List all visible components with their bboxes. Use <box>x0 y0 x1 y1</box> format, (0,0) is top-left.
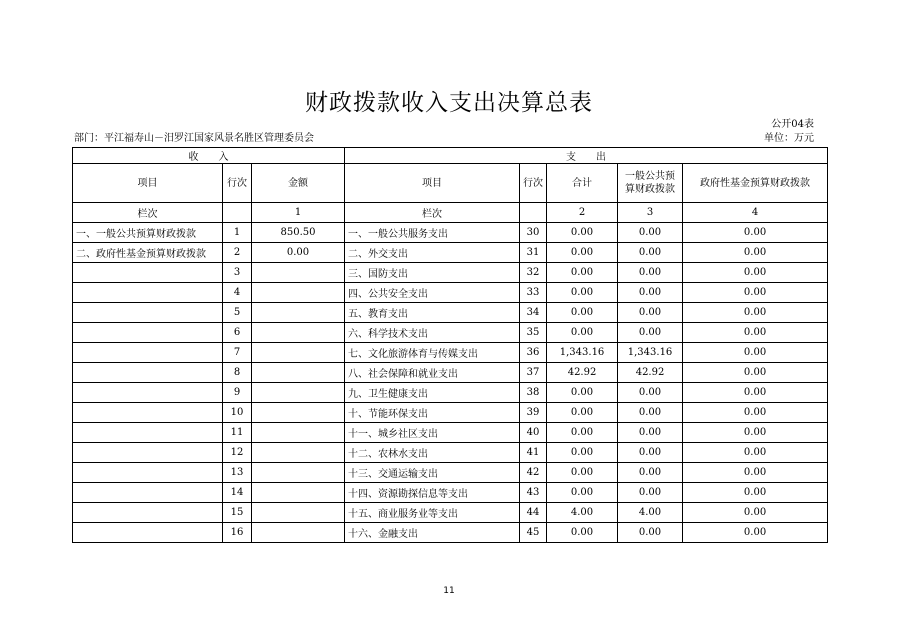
expense-line-no-cell: 44 <box>520 503 547 523</box>
expense-general-budget-cell: 0.00 <box>618 283 683 303</box>
expense-line-no-cell: 30 <box>520 223 547 243</box>
income-amount-cell <box>252 443 345 463</box>
expense-total-cell: 0.00 <box>547 423 618 443</box>
income-amount-cell: 0.00 <box>252 243 345 263</box>
col-header: 项目 <box>345 164 520 203</box>
expense-gov-fund-cell: 0.00 <box>683 403 828 423</box>
expense-general-budget-cell: 0.00 <box>618 223 683 243</box>
expense-item-cell: 九、卫生健康支出 <box>345 383 520 403</box>
expense-item-cell: 十五、商业服务业等支出 <box>345 503 520 523</box>
income-item-cell <box>73 283 223 303</box>
income-item-cell <box>73 423 223 443</box>
income-item-cell <box>73 483 223 503</box>
expense-total-cell: 0.00 <box>547 443 618 463</box>
table-row <box>73 463 828 483</box>
expense-item-cell: 八、社会保障和就业支出 <box>345 363 520 383</box>
expense-general-budget-cell: 0.00 <box>618 303 683 323</box>
income-amount-cell <box>252 423 345 443</box>
expense-total-cell: 0.00 <box>547 383 618 403</box>
unit-label: 单位：万元 <box>764 133 814 144</box>
col-header: 政府性基金预算财政拨款 <box>683 164 828 203</box>
income-line-no-cell: 8 <box>223 363 252 383</box>
expense-line-no-cell: 36 <box>520 343 547 363</box>
income-item-cell <box>73 343 223 363</box>
expense-gov-fund-cell: 0.00 <box>683 483 828 503</box>
expense-total-cell: 0.00 <box>547 283 618 303</box>
expense-line-no-cell: 37 <box>520 363 547 383</box>
expense-total-cell: 1,343.16 <box>547 343 618 363</box>
col-header: 合计 <box>547 164 618 203</box>
col-index <box>520 203 547 223</box>
expense-total-cell: 42.92 <box>547 363 618 383</box>
table-row <box>73 523 828 543</box>
income-amount-cell <box>252 263 345 283</box>
income-item-cell <box>73 303 223 323</box>
income-item-cell <box>73 523 223 543</box>
expense-total-cell: 0.00 <box>547 263 618 283</box>
expense-total-cell: 0.00 <box>547 463 618 483</box>
form-number: 公开04表 <box>771 119 814 130</box>
expense-line-no-cell: 39 <box>520 403 547 423</box>
income-item-cell: 一、一般公共预算财政拨款 <box>73 223 223 243</box>
expense-general-budget-cell: 0.00 <box>618 523 683 543</box>
page-title: 财政拨款收入支出决算总表 <box>305 90 593 116</box>
income-item-cell <box>73 363 223 383</box>
expense-gov-fund-cell: 0.00 <box>683 343 828 363</box>
table-row <box>73 343 828 363</box>
income-item-cell <box>73 443 223 463</box>
expense-total-cell: 0.00 <box>547 403 618 423</box>
expense-item-cell: 七、文化旅游体育与传媒支出 <box>345 343 520 363</box>
income-item-cell <box>73 463 223 483</box>
income-amount-cell <box>252 523 345 543</box>
expense-total-cell: 0.00 <box>547 323 618 343</box>
income-amount-cell: 850.50 <box>252 223 345 243</box>
expense-line-no-cell: 42 <box>520 463 547 483</box>
income-item-cell <box>73 503 223 523</box>
table-row <box>73 363 828 383</box>
income-amount-cell <box>252 403 345 423</box>
expense-total-cell: 0.00 <box>547 243 618 263</box>
income-line-no-cell: 15 <box>223 503 252 523</box>
income-line-no-cell: 14 <box>223 483 252 503</box>
table-row <box>73 303 828 323</box>
income-line-no-cell: 16 <box>223 523 252 543</box>
column-index-row <box>73 203 828 223</box>
expense-general-budget-cell: 0.00 <box>618 383 683 403</box>
income-line-no-cell: 12 <box>223 443 252 463</box>
table-row <box>73 423 828 443</box>
income-amount-cell <box>252 463 345 483</box>
table-row <box>73 223 828 243</box>
expense-gov-fund-cell: 0.00 <box>683 463 828 483</box>
col-header: 行次 <box>520 164 547 203</box>
expense-general-budget-cell: 0.00 <box>618 423 683 443</box>
expense-general-budget-cell: 1,343.16 <box>618 343 683 363</box>
table-row <box>73 403 828 423</box>
expense-general-budget-cell: 0.00 <box>618 243 683 263</box>
income-line-no-cell: 3 <box>223 263 252 283</box>
col-header: 项目 <box>73 164 223 203</box>
section-header-row <box>73 148 828 164</box>
expense-line-no-cell: 32 <box>520 263 547 283</box>
income-line-no-cell: 1 <box>223 223 252 243</box>
expense-item-cell: 一、一般公共服务支出 <box>345 223 520 243</box>
expense-item-cell: 十二、农林水支出 <box>345 443 520 463</box>
col-header: 一般公共预算财政拨款 <box>618 164 683 203</box>
expense-item-cell: 十、节能环保支出 <box>345 403 520 423</box>
table-row <box>73 263 828 283</box>
expense-gov-fund-cell: 0.00 <box>683 303 828 323</box>
expense-general-budget-cell: 0.00 <box>618 263 683 283</box>
expense-total-cell: 0.00 <box>547 483 618 503</box>
expense-line-no-cell: 35 <box>520 323 547 343</box>
expense-line-no-cell: 40 <box>520 423 547 443</box>
income-section-header: 收 入 <box>73 148 345 164</box>
expense-gov-fund-cell: 0.00 <box>683 223 828 243</box>
col-index: 4 <box>683 203 828 223</box>
income-line-no-cell: 6 <box>223 323 252 343</box>
table-row <box>73 443 828 463</box>
col-index: 3 <box>618 203 683 223</box>
expense-line-no-cell: 45 <box>520 523 547 543</box>
expense-line-no-cell: 34 <box>520 303 547 323</box>
income-line-no-cell: 13 <box>223 463 252 483</box>
income-line-no-cell: 5 <box>223 303 252 323</box>
expense-gov-fund-cell: 0.00 <box>683 323 828 343</box>
expense-gov-fund-cell: 0.00 <box>683 503 828 523</box>
col-header: 金额 <box>252 164 345 203</box>
expense-item-cell: 十三、交通运输支出 <box>345 463 520 483</box>
expense-line-no-cell: 31 <box>520 243 547 263</box>
col-index-label: 栏次 <box>73 203 223 223</box>
expense-total-cell: 0.00 <box>547 523 618 543</box>
expense-item-cell: 六、科学技术支出 <box>345 323 520 343</box>
col-index-label: 栏次 <box>345 203 520 223</box>
expense-general-budget-cell: 4.00 <box>618 503 683 523</box>
column-header-row <box>73 164 828 203</box>
table-row <box>73 283 828 303</box>
income-line-no-cell: 11 <box>223 423 252 443</box>
expense-line-no-cell: 41 <box>520 443 547 463</box>
income-amount-cell <box>252 303 345 323</box>
page-number: 11 <box>443 586 455 596</box>
expense-general-budget-cell: 0.00 <box>618 483 683 503</box>
table-row <box>73 483 828 503</box>
income-item-cell <box>73 403 223 423</box>
expense-general-budget-cell: 0.00 <box>618 403 683 423</box>
expense-total-cell: 0.00 <box>547 223 618 243</box>
table-row <box>73 383 828 403</box>
income-item-cell <box>73 383 223 403</box>
expense-line-no-cell: 38 <box>520 383 547 403</box>
expense-total-cell: 4.00 <box>547 503 618 523</box>
expense-item-cell: 十四、资源勘探信息等支出 <box>345 483 520 503</box>
table-row <box>73 243 828 263</box>
income-amount-cell <box>252 383 345 403</box>
income-line-no-cell: 7 <box>223 343 252 363</box>
col-index: 1 <box>252 203 345 223</box>
income-line-no-cell: 4 <box>223 283 252 303</box>
expense-gov-fund-cell: 0.00 <box>683 523 828 543</box>
expense-gov-fund-cell: 0.00 <box>683 243 828 263</box>
expense-general-budget-cell: 42.92 <box>618 363 683 383</box>
col-index <box>223 203 252 223</box>
income-line-no-cell: 9 <box>223 383 252 403</box>
income-item-cell <box>73 263 223 283</box>
expense-item-cell: 五、教育支出 <box>345 303 520 323</box>
expense-gov-fund-cell: 0.00 <box>683 363 828 383</box>
expense-line-no-cell: 43 <box>520 483 547 503</box>
col-header: 行次 <box>223 164 252 203</box>
income-amount-cell <box>252 283 345 303</box>
fiscal-summary-table <box>72 147 828 543</box>
expense-total-cell: 0.00 <box>547 303 618 323</box>
expense-general-budget-cell: 0.00 <box>618 463 683 483</box>
income-amount-cell <box>252 343 345 363</box>
income-amount-cell <box>252 323 345 343</box>
expense-gov-fund-cell: 0.00 <box>683 383 828 403</box>
income-item-cell: 二、政府性基金预算财政拨款 <box>73 243 223 263</box>
income-line-no-cell: 2 <box>223 243 252 263</box>
income-amount-cell <box>252 503 345 523</box>
expense-item-cell: 十一、城乡社区支出 <box>345 423 520 443</box>
income-amount-cell <box>252 363 345 383</box>
expense-general-budget-cell: 0.00 <box>618 443 683 463</box>
expense-gov-fund-cell: 0.00 <box>683 443 828 463</box>
col-index: 2 <box>547 203 618 223</box>
expense-section-header: 支 出 <box>345 148 828 164</box>
table-row <box>73 323 828 343</box>
expense-item-cell: 三、国防支出 <box>345 263 520 283</box>
income-amount-cell <box>252 483 345 503</box>
income-item-cell <box>73 323 223 343</box>
expense-gov-fund-cell: 0.00 <box>683 283 828 303</box>
expense-line-no-cell: 33 <box>520 283 547 303</box>
expense-gov-fund-cell: 0.00 <box>683 423 828 443</box>
table-row <box>73 503 828 523</box>
expense-general-budget-cell: 0.00 <box>618 323 683 343</box>
department-label: 部门：平江福寿山－汨罗江国家风景名胜区管理委员会 <box>74 133 314 144</box>
expense-item-cell: 十六、金融支出 <box>345 523 520 543</box>
income-line-no-cell: 10 <box>223 403 252 423</box>
expense-item-cell: 二、外交支出 <box>345 243 520 263</box>
expense-gov-fund-cell: 0.00 <box>683 263 828 283</box>
expense-item-cell: 四、公共安全支出 <box>345 283 520 303</box>
